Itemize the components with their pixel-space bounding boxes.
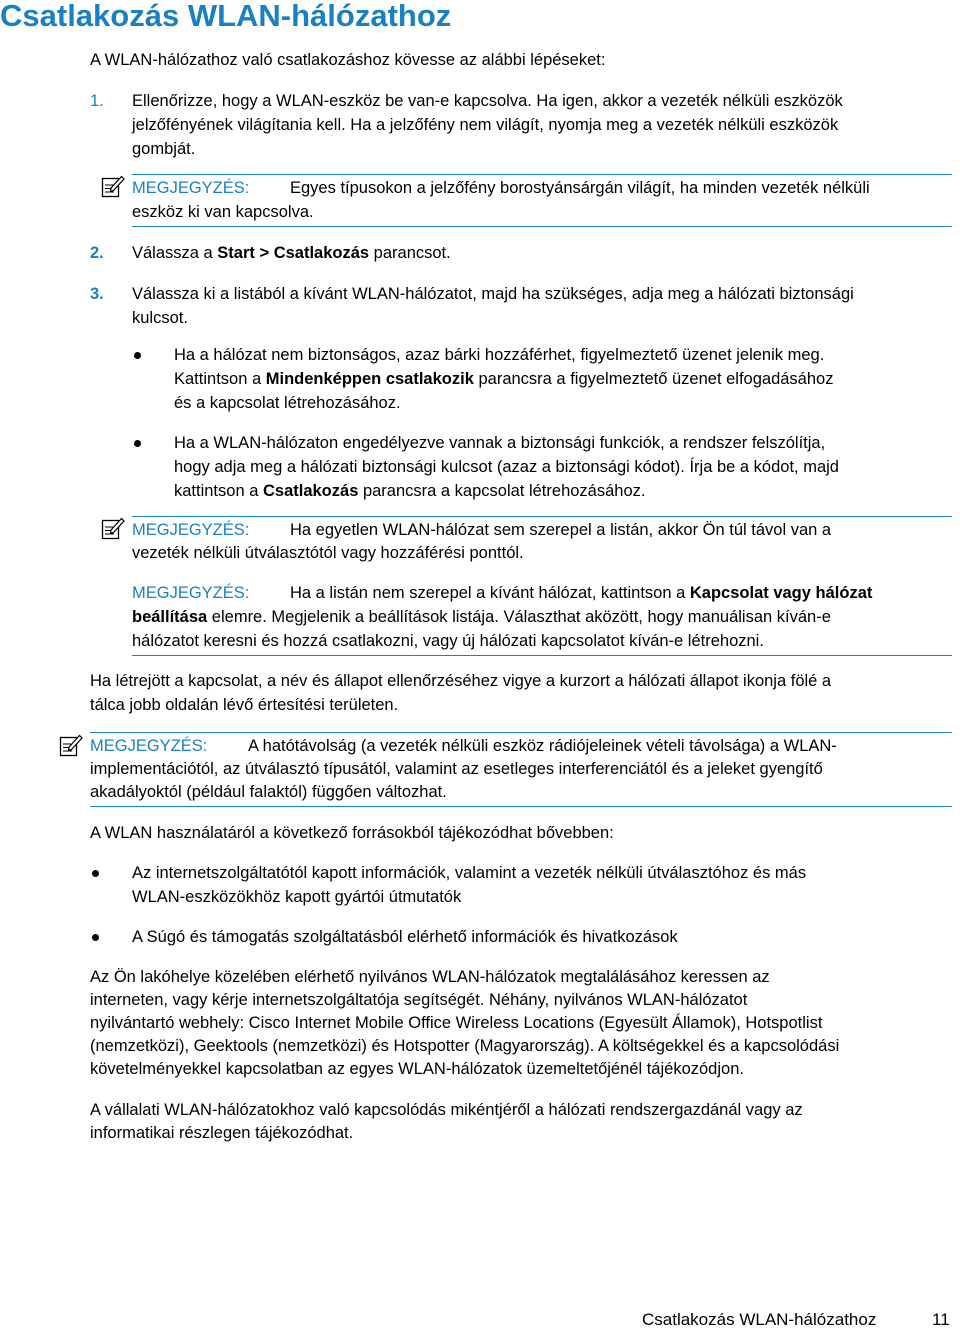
note-2-line-2: vezeték nélküli útválasztótól vagy hozzáférési ponttól. — [132, 544, 524, 562]
step-2-number: 2. — [90, 244, 104, 262]
note-3-line-1: Ha a listán nem szerepel a kívánt hálózat, kattintson a Kapcsolat vagy hálózat — [290, 584, 873, 602]
step-2-text: Válassza a Start > Csatlakozás parancsot. — [132, 244, 451, 262]
public-wlan-line-5: követelményekkel kapcsolatban az egyes WLAN-hálózatok üzemeltetőjénél tájékozódjon. — [90, 1060, 744, 1078]
note-4-bottom-rule — [90, 806, 952, 807]
note-4-top-rule — [90, 732, 952, 733]
page-title: Csatlakozás WLAN-hálózathoz — [0, 0, 452, 33]
note-pencil-icon — [101, 516, 125, 540]
sources-intro: A WLAN használatáról a következő forrásokból tájékozódhat bővebben: — [90, 824, 614, 842]
note-4-line-1: A hatótávolság (a vezeték nélküli eszköz rádiójeleinek vételi távolsága) a WLAN- — [248, 737, 837, 755]
public-wlan-line-4: (nemzetközi), Geektools (nemzetközi) és Hotspotter (Magyarország). A költségekkel és a kapcsolódási — [90, 1037, 840, 1055]
step-1-line-3: gombját. — [132, 140, 196, 158]
step-1-line-1: Ellenőrizze, hogy a WLAN-eszköz be van-e kapcsolva. Ha igen, akkor a vezeték nélküli eszközök — [132, 92, 843, 110]
bullet-2-line-2: hogy adja meg a hálózati biztonsági kulcsot (azaz a biztonsági kódot). Írja be a kódot, majd — [174, 458, 839, 476]
public-wlan-line-2: interneten, vagy kérje internetszolgáltatója segítségét. Néhány, nyilvános WLAN-hálózatot — [90, 991, 748, 1009]
note-4-label: MEGJEGYZÉS: — [90, 737, 208, 755]
bullet-1-line-2: Kattintson a Mindenképpen csatlakozik parancsra a figyelmeztető üzenet elfogadásához — [174, 370, 834, 388]
bullet-dot — [134, 440, 141, 447]
step-1-number: 1. — [90, 92, 104, 110]
bullet-1-line-1: Ha a hálózat nem biztonságos, azaz bárki hozzáférhet, figyelmeztető üzenet jelenik meg. — [174, 346, 825, 364]
connection-status-line-2: tálca jobb oldalán lévő értesítési területen. — [90, 696, 399, 714]
footer-page-number: 11 — [932, 1310, 950, 1329]
bullet-dot — [134, 352, 141, 359]
source-1-line-2: WLAN-eszközökhöz kapott gyártói útmutatók — [132, 888, 462, 906]
note-1-top-rule — [132, 174, 952, 175]
corporate-wlan-line-2: informatikai részlegen tájékozódhat. — [90, 1124, 354, 1142]
note-pencil-icon — [101, 174, 125, 198]
bullet-2-line-3: kattintson a Csatlakozás parancsra a kapcsolat létrehozásához. — [174, 482, 646, 500]
note-4-line-2: implementációtól, az útválasztó típusától, valamint az esetleges interferenciától és a jeleket gyengítő — [90, 760, 823, 778]
bullet-dot — [92, 934, 99, 941]
connect-menu-ref: Csatlakozás — [273, 244, 370, 262]
note-3-label: MEGJEGYZÉS: — [132, 584, 250, 602]
note-2-line-1: Ha egyetlen WLAN-hálózat sem szerepel a listán, akkor Ön túl távol van a — [290, 521, 832, 539]
note-1-bottom-rule — [132, 226, 952, 227]
step-1-line-2: jelzőfényének világítania kell. Ha a jelzőfény nem világít, nyomja meg a vezeték nélküli eszközök — [132, 116, 839, 134]
step-3-line-1: Válassza ki a listából a kívánt WLAN-hálózatot, majd ha szükséges, adja meg a hálózati biztonsági — [132, 285, 854, 303]
source-2: A Súgó és támogatás szolgáltatásból elérhető információk és hivatkozások — [132, 928, 678, 946]
note-pencil-icon — [59, 733, 83, 757]
bullet-dot — [92, 870, 99, 877]
note-3-line-3: hálózatot keresni és hozzá csatlakozni, vagy új hálózati kapcsolatot kíván-e létrehozni. — [132, 632, 764, 650]
note-1-label: MEGJEGYZÉS: — [132, 179, 250, 197]
footer-title: Csatlakozás WLAN-hálózathoz — [642, 1310, 877, 1329]
step-3-line-2: kulcsot. — [132, 309, 188, 327]
note-4-line-3: akadályoktól (például falaktól) függően változhat. — [90, 783, 447, 801]
public-wlan-line-1: Az Ön lakóhelye közelében elérhető nyilvános WLAN-hálózatok megtalálásához keressen az — [90, 968, 770, 986]
note-1-line-1: Egyes típusokon a jelzőfény borostyánsárgán világít, ha minden vezeték nélküli — [290, 179, 870, 197]
bullet-2-line-1: Ha a WLAN-hálózaton engedélyezve vannak a biztonsági funkciók, a rendszer felszólítja, — [174, 434, 826, 452]
note-3-bottom-rule — [132, 655, 952, 656]
public-wlan-line-3: nyilvántartó webhely: Cisco Internet Mobile Office Wireless Locations (Egyesült Államok), Hotspotlist — [90, 1014, 823, 1032]
note-2-top-rule — [132, 516, 952, 517]
bullet-1-line-3: és a kapcsolat létrehozásához. — [174, 394, 401, 412]
connection-status-line-1: Ha létrejött a kapcsolat, a név és állapot ellenőrzéséhez vigye a kurzort a hálózati állapot ikonja fölé a — [90, 672, 832, 690]
intro-text: A WLAN-hálózathoz való csatlakozáshoz kövesse az alábbi lépéseket: — [90, 51, 606, 69]
source-1-line-1: Az internetszolgáltatótól kapott információk, valamint a vezeték nélküli útválasztóhoz és más — [132, 864, 807, 882]
note-3-line-2: beállítása elemre. Megjelenik a beállítások listája. Választhat aközött, hogy manuálisan kíván-e — [132, 608, 831, 626]
note-2-label: MEGJEGYZÉS: — [132, 521, 250, 539]
note-1-line-2: eszköz ki van kapcsolva. — [132, 203, 314, 221]
start-menu-ref: Start — [217, 244, 255, 262]
step-3-number: 3. — [90, 285, 104, 303]
corporate-wlan-line-1: A vállalati WLAN-hálózatokhoz való kapcsolódás mikéntjéről a hálózati rendszergazdánál vagy az — [90, 1101, 803, 1119]
